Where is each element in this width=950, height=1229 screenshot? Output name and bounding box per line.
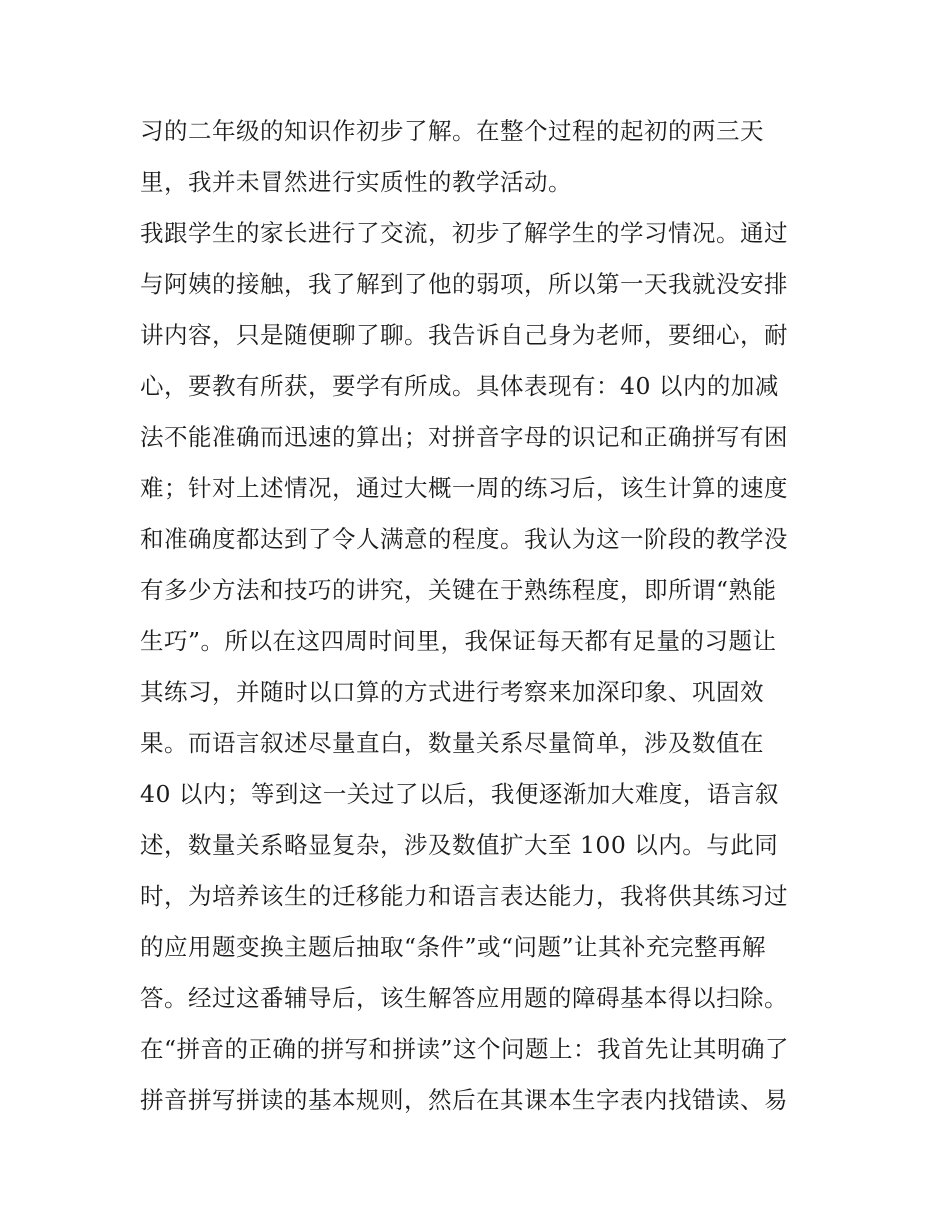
text-line: 和准确度都达到了令人满意的程度。我认为这一阶段的教学没 xyxy=(140,525,788,553)
text-line: 40 以内；等到这一关过了以后，我便逐渐加大难度，语言叙 xyxy=(140,780,779,808)
text-line: 与阿姨的接触，我了解到了他的弱项，所以第一天我就没安排 xyxy=(140,270,788,298)
text-line: 的应用题变换主题后抽取“条件”或“问题”让其补充完整再解 xyxy=(140,933,767,961)
text-line: 述，数量关系略显复杂，涉及数值扩大至 100 以内。与此同 xyxy=(140,831,779,859)
text-line: 生巧”。所以在这四周时间里，我保证每天都有足量的习题让 xyxy=(140,627,777,655)
text-line: 法不能准确而迅速的算出；对拼音字母的识记和正确拼写有困 xyxy=(140,423,788,451)
text-line: 讲内容，只是随便聊了聊。我告诉自己身为老师，要细心，耐 xyxy=(140,321,788,349)
text-line: 难；针对上述情况，通过大概一周的练习后，该生计算的速度 xyxy=(140,474,788,502)
text-line: 其练习，并随时以口算的方式进行考察来加深印象、巩固效 xyxy=(140,678,764,706)
text-line: 里，我并未冒然进行实质性的教学活动。 xyxy=(140,168,572,196)
text-line: 在“拼音的正确的拼写和拼读”这个问题上：我首先让其明确了 xyxy=(140,1035,790,1063)
text-line: 拼音拼写拼读的基本规则，然后在其课本生字表内找错读、易 xyxy=(140,1086,788,1114)
text-line: 有多少方法和技巧的讲究，关键在于熟练程度，即所谓“熟能 xyxy=(140,576,777,604)
body-text xyxy=(140,106,830,1126)
text-line: 时，为培养该生的迁移能力和语言表达能力，我将供其练习过 xyxy=(140,882,788,910)
text-line: 果。而语言叙述尽量直白，数量关系尽量简单，涉及数值在 xyxy=(140,729,764,757)
text-line: 答。经过这番辅导后，该生解答应用题的障碍基本得以扫除。 xyxy=(140,984,788,1012)
text-line: 心，要教有所获，要学有所成。具体表现有：40 以内的加减 xyxy=(140,372,779,400)
text-line: 习的二年级的知识作初步了解。在整个过程的起初的两三天 xyxy=(140,117,764,145)
text-line: 我跟学生的家长进行了交流，初步了解学生的学习情况。通过 xyxy=(140,219,788,247)
